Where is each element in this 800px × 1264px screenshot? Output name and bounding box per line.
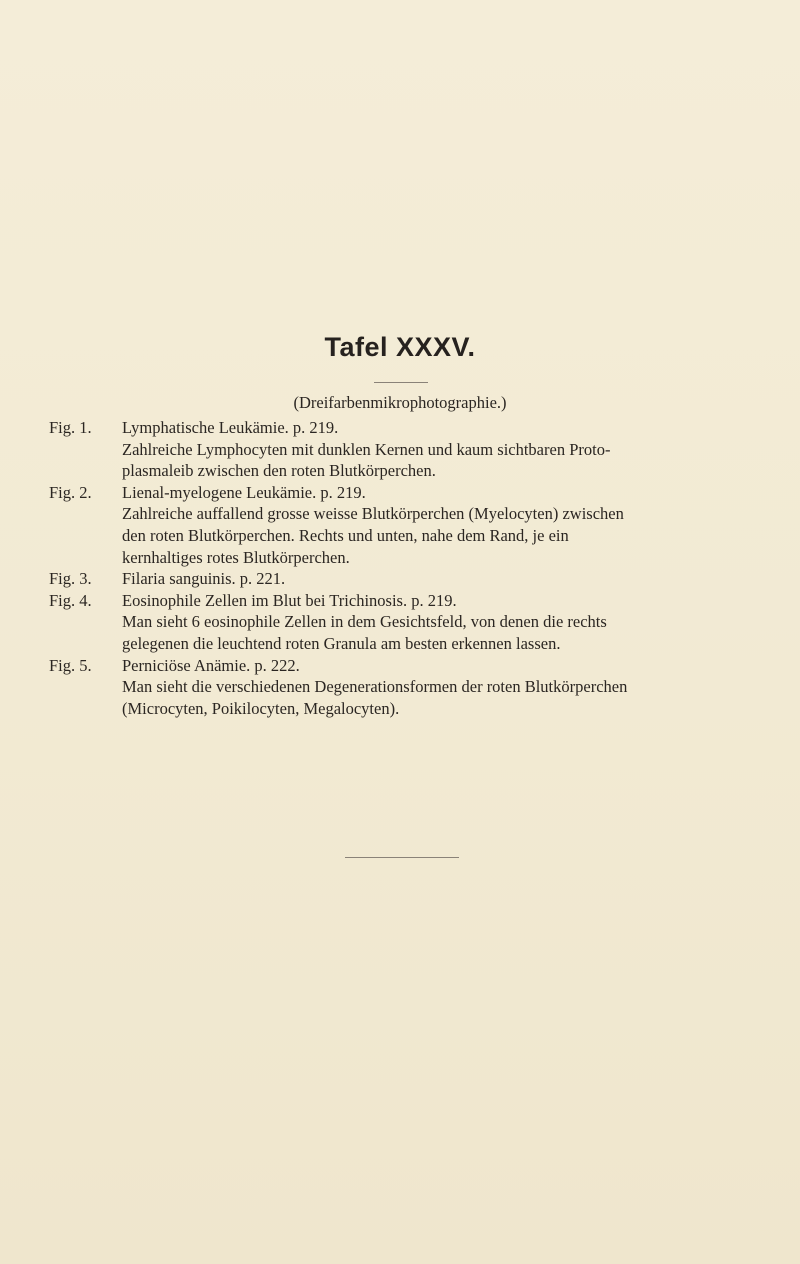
title-divider: [374, 382, 428, 383]
plate-subtitle: (Dreifarbenmikrophotographie.): [293, 393, 507, 412]
figure-heading: Lymphatische Leukämie. p. 219.: [122, 418, 339, 437]
figure-text-line: kernhaltiges rotes Blutkörperchen.: [122, 547, 350, 567]
figure-description: [122, 590, 729, 655]
figure-label: Fig. 1.: [49, 418, 92, 437]
plate-title: Tafel XXXV.: [324, 332, 476, 362]
figure-heading: Perniciöse Anämie. p. 222.: [122, 655, 300, 675]
figure-label: Fig. 2.: [49, 482, 92, 502]
figure-description: [122, 417, 729, 482]
figure-text-line: den roten Blutkörperchen. Rechts und unten, nahe dem Rand, je ein: [122, 525, 569, 545]
figure-text-line: Zahlreiche auffallend grosse weisse Blutkörperchen (Myelocyten) zwischen: [122, 504, 624, 524]
figure-entry-4: [49, 590, 729, 655]
figure-entry-5: [49, 655, 729, 720]
figure-text-line: plasmaleib zwischen den roten Blutkörperchen.: [122, 461, 436, 481]
figure-label: Fig. 3.: [49, 569, 92, 589]
figure-text-line: Zahlreiche Lymphocyten mit dunklen Kernen und kaum sichtbaren Proto-: [122, 439, 611, 459]
figure-entry-2: [49, 482, 729, 568]
figure-list: [49, 417, 729, 719]
figure-text-line: gelegenen die leuchtend roten Granula am besten erkennen lassen.: [122, 633, 561, 653]
figure-text-line: Man sieht 6 eosinophile Zellen in dem Gesichtsfeld, von denen die rechts: [122, 612, 607, 632]
figure-heading: Eosinophile Zellen im Blut bei Trichinosis. p. 219.: [122, 590, 457, 610]
figure-description: [122, 482, 729, 568]
figure-label: Fig. 4.: [49, 590, 92, 610]
figure-text-line: (Microcyten, Poikilocyten, Megalocyten).: [122, 698, 400, 718]
figure-text-line: Man sieht die verschiedenen Degenerationsformen der roten Blutkörperchen: [122, 677, 628, 697]
figure-entry-1: [49, 417, 729, 482]
figure-label: Fig. 5.: [49, 655, 92, 675]
figure-heading: Filaria sanguinis. p. 221.: [122, 569, 286, 589]
closing-divider: [345, 857, 459, 858]
figure-entry-3: [49, 568, 729, 590]
figure-description: [122, 655, 729, 720]
figure-description: [122, 568, 729, 590]
figure-heading: Lienal-myelogene Leukämie. p. 219.: [122, 482, 366, 502]
